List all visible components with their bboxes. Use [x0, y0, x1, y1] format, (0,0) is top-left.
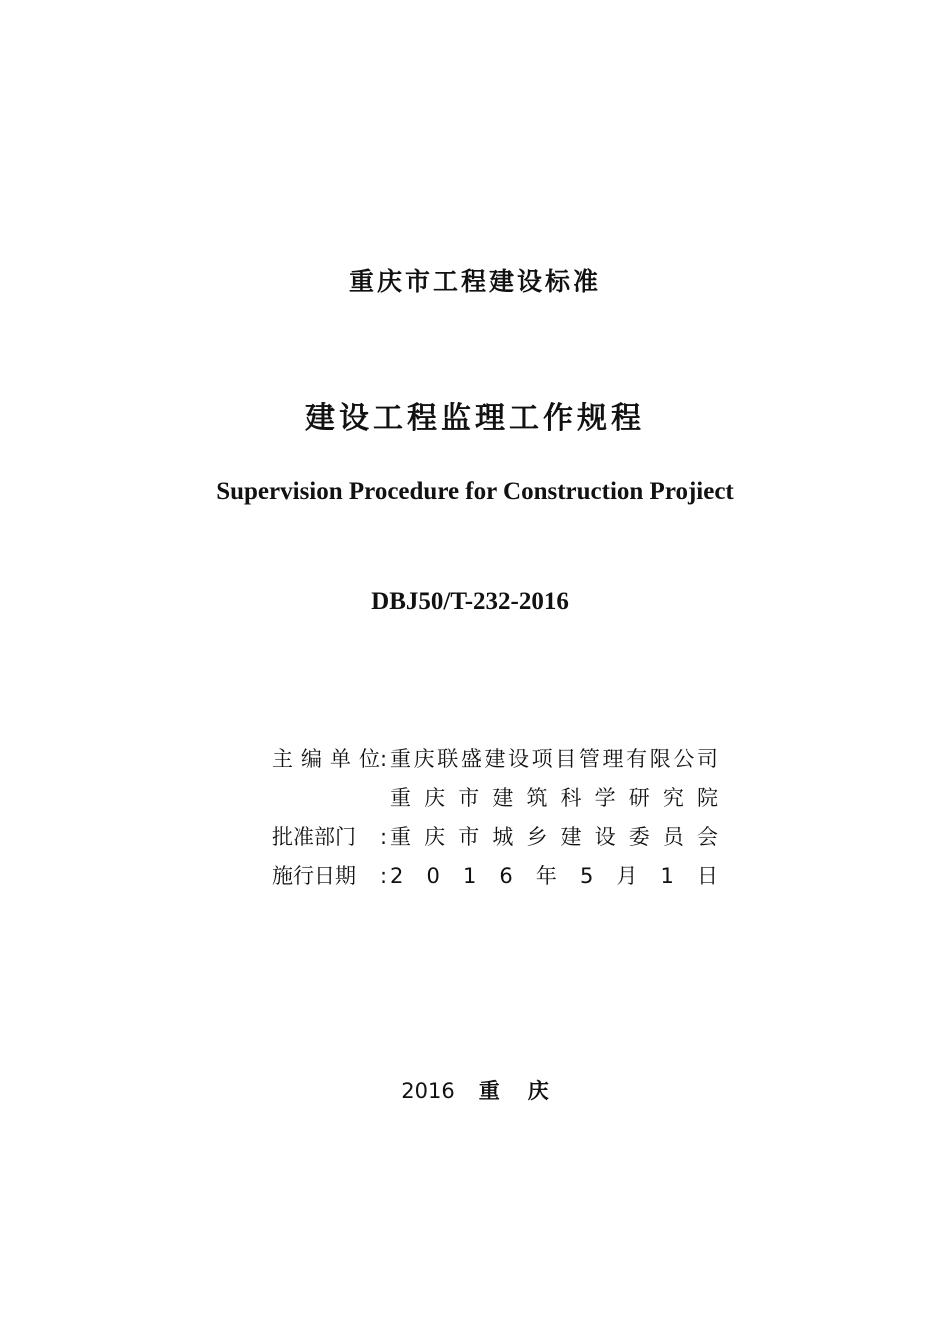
publication-info: [272, 740, 718, 896]
editor-org-1: 重 庆 联 盛 建 设 项 目 管 理 有 限 公 司: [390, 747, 718, 771]
effective-label: 施行日期: [272, 864, 356, 888]
editor-row: [272, 740, 718, 779]
effective-date: 2 0 1 6 年 5 月 1 日: [390, 864, 718, 888]
publication-place-year: [0, 1075, 950, 1105]
series-title: 重庆市工程建设标准: [348, 267, 601, 296]
standard-code: DBJ50/T-232-2016: [371, 588, 569, 615]
effective-row: [272, 857, 718, 896]
colon: :: [380, 864, 388, 888]
approver-label: 批准部门: [272, 825, 356, 849]
editor-row-2: [272, 779, 718, 818]
colon: :: [380, 825, 388, 849]
editor-label: 主 编 单 位: [272, 747, 380, 771]
document-title: 建设工程监理工作规程: [305, 401, 645, 436]
publication-year: 2016: [401, 1079, 455, 1103]
city-char-2: 庆: [527, 1079, 549, 1103]
editor-org-2: 重 庆 市 建 筑 科 学 研 究 院: [390, 786, 718, 810]
approver-org: 重 庆 市 城 乡 建 设 委 员 会: [390, 825, 718, 849]
city-char-1: 重: [478, 1079, 500, 1103]
english-title: Supervision Procedure for Construction Projiect: [216, 478, 734, 505]
approver-row: [272, 818, 718, 857]
colon: :: [380, 747, 388, 771]
